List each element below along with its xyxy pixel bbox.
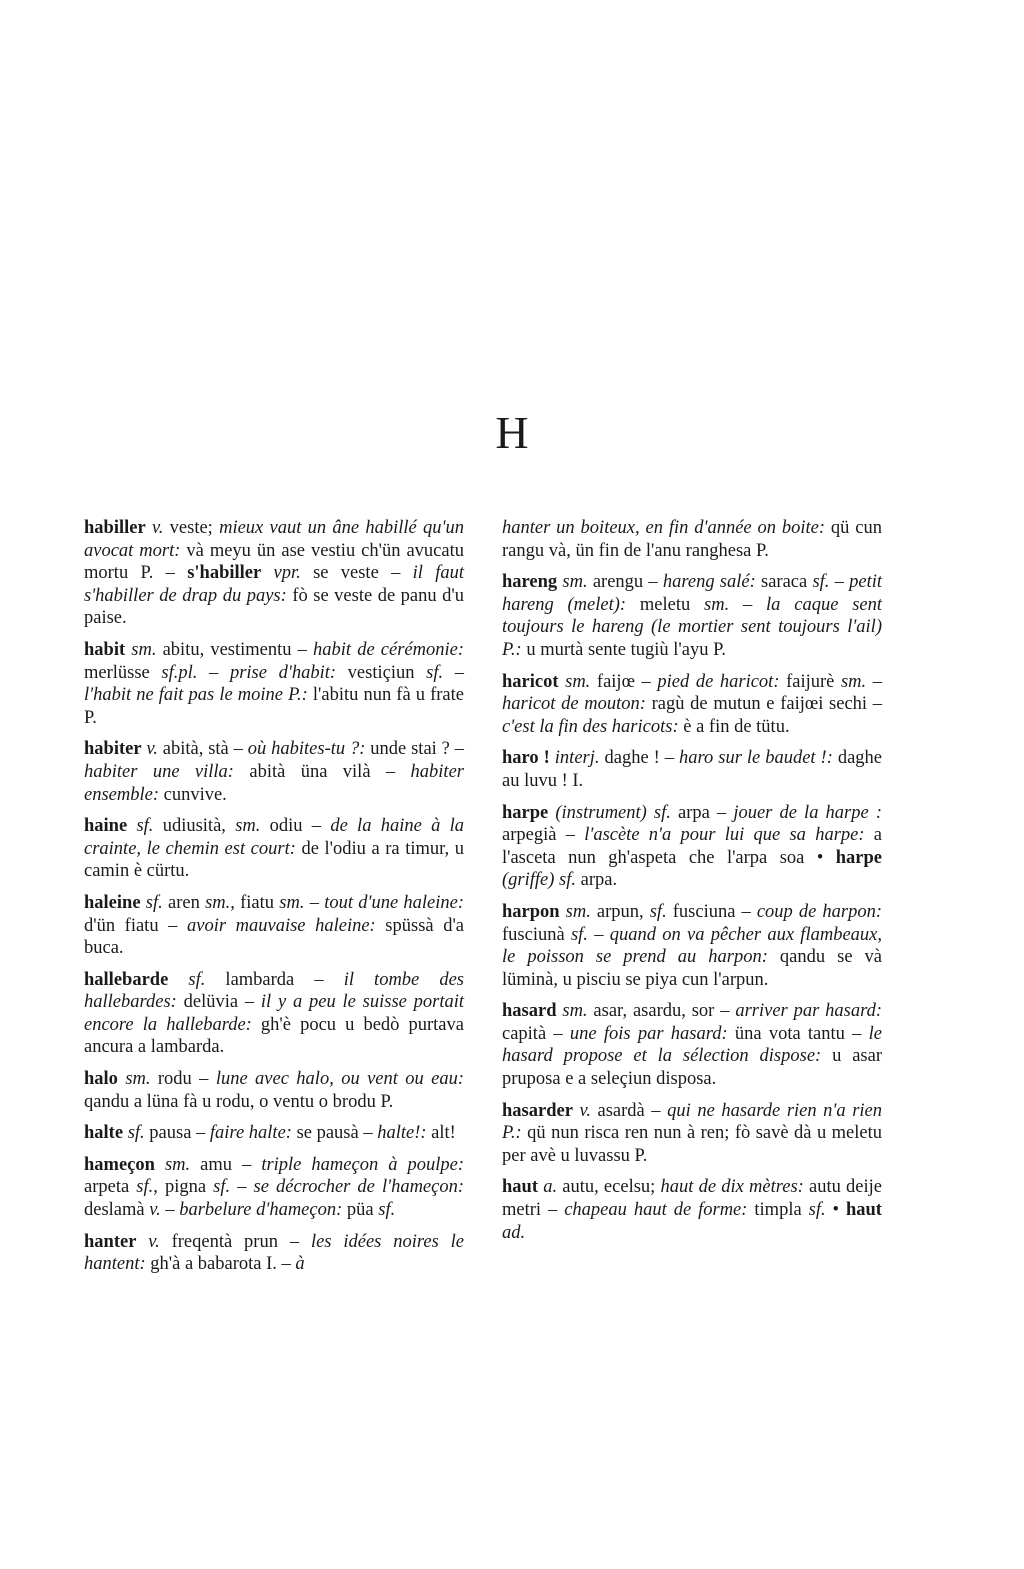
- example-phrase: haut de dix mètres:: [660, 1177, 804, 1198]
- dictionary-entry: [502, 1100, 882, 1168]
- headword: habiller: [84, 518, 146, 538]
- entry-text: [502, 571, 882, 661]
- headword: haro !: [502, 748, 550, 769]
- grammar-label: sm.: [562, 572, 588, 593]
- grammar-label: sm.: [279, 892, 305, 913]
- grammar-label: sm.: [235, 816, 261, 837]
- translation: fusciunà: [502, 924, 571, 945]
- headword: habiter: [84, 739, 142, 760]
- grammar-label: sm.: [164, 1154, 191, 1175]
- translation: u murtà sente tugiù l'ayu P.: [521, 639, 726, 660]
- translation: daghe au luvu ! I.: [502, 748, 883, 791]
- translation: merlüsse: [84, 662, 162, 683]
- dictionary-entry: [502, 1000, 882, 1090]
- grammar-label: sm.: [565, 671, 591, 692]
- grammar-label: sf.: [136, 816, 154, 837]
- example-phrase: l'ascète n'a pour lui que sa harpe:: [584, 825, 865, 846]
- translation: –: [443, 662, 465, 683]
- dictionary-entry: [84, 1154, 464, 1222]
- translation: è a fin de tütu.: [678, 716, 790, 737]
- translation: qandu se và lüminà, u pisciu se piya cun l'arpun.: [502, 947, 882, 990]
- translation: –: [230, 1177, 254, 1198]
- translation: abità, stà –: [157, 739, 248, 760]
- grammar-label: sf.: [145, 892, 163, 913]
- example-phrase: le hasard propose et la sélection dispose:: [502, 1023, 882, 1067]
- translation: [136, 1232, 148, 1252]
- entry-text: [84, 1231, 464, 1276]
- grammar-label: sf.: [649, 901, 667, 922]
- translation: pausa –: [144, 1123, 210, 1144]
- example-phrase: habit de cérémonie:: [313, 639, 465, 660]
- example-phrase: jouer de la harpe :: [733, 802, 882, 823]
- grammar-label: a.: [543, 1177, 558, 1198]
- right-column: [502, 517, 882, 1253]
- dictionary-entry: [502, 1176, 882, 1244]
- translation: ragù de mutun e faijœi sechi –: [645, 694, 882, 715]
- grammar-label: v.: [149, 1200, 161, 1221]
- translation: l'abitu nun fà u frate P.: [84, 685, 464, 728]
- entry-text: [502, 1000, 882, 1090]
- headword: harpe: [502, 802, 549, 823]
- page-letter-heading: H: [495, 407, 529, 458]
- translation: –: [304, 892, 325, 913]
- grammar-label: v.: [151, 518, 164, 538]
- entry-text: [84, 517, 464, 630]
- grammar-label: sm.: [562, 1001, 588, 1022]
- translation: udiusità,: [153, 816, 236, 837]
- headword: hanter: [84, 1231, 137, 1252]
- headword: haleine: [84, 892, 141, 913]
- dictionary-entry: [84, 892, 464, 960]
- translation: daghe ! –: [599, 748, 680, 769]
- example-phrase: coup de harpon:: [756, 901, 882, 922]
- dictionary-entry: [84, 639, 464, 729]
- grammar-label: v.: [148, 1231, 160, 1252]
- translation: u asar pruposa e a seleçiun disposa.: [502, 1046, 882, 1090]
- translation: lambarda –: [205, 969, 344, 990]
- headword: haut: [502, 1177, 538, 1198]
- dictionary-entry: [502, 671, 882, 739]
- dictionary-entry: [502, 571, 882, 661]
- example-phrase: la caque sent toujours le hareng (le mortier sent toujours l'ail) P.:: [502, 594, 882, 660]
- grammar-label: sf.: [136, 1177, 154, 1198]
- grammar-label: vpr.: [273, 563, 301, 584]
- translation: vestiçiun: [336, 662, 427, 683]
- translation: –: [729, 594, 767, 615]
- translation: arpun,: [590, 901, 650, 922]
- translation: asar, asardu, sor –: [587, 1001, 736, 1022]
- example-phrase: qui ne hasarde rien n'a rien P.:: [502, 1100, 882, 1144]
- headword: hasarder: [502, 1100, 573, 1121]
- entry-text: [84, 1068, 464, 1113]
- example-phrase: il faut s'habiller de drap du pays:: [84, 563, 464, 606]
- headword: hameçon: [84, 1154, 155, 1175]
- example-phrase: prise d'habit:: [229, 662, 337, 683]
- translation: gh'à a babarota I. –: [145, 1254, 296, 1275]
- translation: arpa.: [576, 870, 618, 891]
- translation: autu deije metri –: [502, 1177, 883, 1221]
- translation: de l'odiu a ra timur, u camin è cürtu.: [84, 838, 464, 882]
- translation: qandu a lüna fà u rodu, o ventu o brodu P.: [84, 1091, 394, 1112]
- example-phrase: habiter une villa:: [84, 761, 234, 782]
- translation: arpa –: [670, 802, 734, 823]
- translation: aren: [162, 892, 206, 913]
- example-phrase: quand on va pêcher aux flambeaux, le poisson se prend au harpon:: [502, 924, 882, 968]
- translation: arengu –: [587, 572, 663, 593]
- example-phrase: hanter un boiteux, en fin d'année on boite:: [502, 518, 826, 538]
- entry-text: [502, 517, 882, 562]
- translation: –: [197, 662, 230, 683]
- example-phrase: lune avec halo, ou vent ou eau:: [215, 1069, 465, 1090]
- grammar-label: sf.pl.: [161, 662, 198, 683]
- translation: fusciuna –: [666, 901, 757, 922]
- entry-text: [84, 738, 464, 806]
- dictionary-entry: [84, 1068, 464, 1113]
- example-phrase: il tombe des hallebardes:: [84, 969, 465, 1013]
- translation: spüssà d'a buca.: [84, 915, 464, 959]
- example-phrase: mieux vaut un âne habillé qu'un avocat mort:: [84, 518, 464, 561]
- dictionary-entry: [502, 901, 882, 991]
- example-phrase: l'habit ne fait pas le moine P.:: [84, 685, 308, 706]
- translation: amu –: [190, 1154, 262, 1175]
- headword: halo: [84, 1069, 118, 1090]
- example-phrase: à: [295, 1254, 305, 1275]
- entry-text: [84, 969, 464, 1059]
- headword: hasard: [502, 1001, 557, 1022]
- translation: •: [825, 1200, 846, 1221]
- dictionary-entry: [84, 969, 464, 1059]
- grammar-label: sm.: [131, 639, 157, 660]
- translation: và meyu ün ase vestiu ch'ün avucatu mortu P. –: [84, 540, 464, 584]
- headword: harpe: [835, 847, 882, 868]
- entry-text: [502, 901, 882, 991]
- translation: meletu: [626, 594, 705, 615]
- translation: üna vota tantu –: [727, 1023, 869, 1044]
- translation: delüvia –: [176, 992, 261, 1013]
- example-phrase: où habites-tu ?:: [247, 739, 366, 760]
- example-phrase: pied de haricot:: [657, 671, 780, 692]
- grammar-label: v.: [146, 739, 158, 760]
- entry-text: [502, 1100, 882, 1168]
- grammar-label: sf.: [213, 1177, 231, 1198]
- headword: hareng: [502, 572, 558, 593]
- grammar-label: sm.: [125, 1069, 151, 1090]
- translation: , pigna: [153, 1177, 214, 1198]
- dictionary-entry: [84, 1122, 464, 1145]
- left-column: [84, 517, 464, 1285]
- example-phrase: une fois par hasard:: [569, 1023, 728, 1044]
- example-phrase: petit hareng (melet):: [502, 572, 882, 615]
- translation: –: [866, 671, 883, 692]
- translation: capità –: [502, 1023, 570, 1044]
- grammar-label: sm.: [704, 594, 730, 615]
- translation: timpla: [747, 1200, 809, 1221]
- grammar-label: sf.: [127, 1123, 145, 1144]
- example-phrase: faire halte:: [209, 1123, 292, 1144]
- translation: veste;: [163, 518, 220, 538]
- entry-text: [84, 815, 464, 883]
- dictionary-entry-continuation: [502, 517, 882, 562]
- translation: faijœ –: [590, 671, 658, 692]
- example-phrase: se décrocher de l'hameçon:: [253, 1177, 465, 1198]
- grammar-label: interj.: [554, 748, 600, 769]
- translation: abitu, vestimentu –: [156, 639, 314, 660]
- headword: haine: [84, 816, 128, 837]
- translation: se veste –: [300, 563, 413, 584]
- entry-text: [84, 892, 464, 960]
- translation: gh'è pocu u bedò purtava ancura a lambarda.: [84, 1014, 464, 1058]
- example-phrase: tout d'une haleine:: [324, 892, 465, 913]
- translation: abità üna vilà –: [233, 761, 411, 782]
- headword: halte: [84, 1123, 124, 1144]
- grammar-label: sf.: [426, 662, 444, 683]
- example-phrase: avoir mauvaise haleine:: [187, 915, 376, 936]
- example-phrase: de la haine à la crainte, le chemin est court:: [84, 816, 465, 859]
- translation: arpeta: [84, 1177, 137, 1198]
- translation: unde stai ? –: [365, 739, 464, 760]
- headword: hallebarde: [84, 969, 169, 990]
- entry-text: [84, 1154, 464, 1222]
- grammar-label: (instrument) sf.: [555, 802, 671, 823]
- grammar-label: sm.: [565, 901, 591, 922]
- example-phrase: haro sur le baudet !:: [679, 748, 833, 769]
- example-phrase: chapeau haut de forme:: [564, 1200, 748, 1221]
- dictionary-entry: [84, 738, 464, 806]
- translation: [168, 970, 188, 990]
- example-phrase: hareng salé:: [662, 572, 756, 593]
- translation: rodu –: [150, 1069, 216, 1090]
- translation: arpegià –: [502, 825, 585, 846]
- dictionary-entry: [502, 747, 882, 792]
- grammar-label: sf.: [808, 1200, 826, 1221]
- entry-text: [502, 1176, 882, 1244]
- translation: saraca: [755, 572, 813, 593]
- grammar-label: sf.: [378, 1200, 396, 1221]
- dictionary-entry: [502, 802, 882, 892]
- grammar-label: sf.: [812, 572, 830, 593]
- example-phrase: habiter ensemble:: [84, 761, 464, 805]
- entry-text: [502, 747, 882, 792]
- translation: alt!: [426, 1123, 456, 1144]
- translation: odiu –: [260, 816, 331, 837]
- grammar-label: v.: [579, 1100, 591, 1121]
- example-phrase: c'est la fin des haricots:: [502, 716, 679, 737]
- dictionary-entry: [84, 1231, 464, 1276]
- grammar-label: sm.: [840, 671, 867, 692]
- translation: se pausà –: [291, 1123, 378, 1144]
- grammar-label: sm.: [205, 892, 231, 913]
- entry-text: [502, 802, 882, 892]
- example-phrase: triple hameçon à poulpe:: [261, 1154, 465, 1175]
- translation: püa: [342, 1200, 379, 1221]
- translation: [261, 563, 273, 583]
- headword: harpon: [502, 901, 560, 922]
- entry-text: [84, 639, 464, 729]
- translation: cunvive.: [159, 784, 227, 805]
- translation: •: [816, 847, 836, 868]
- translation: –: [160, 1200, 180, 1221]
- translation: autu, ecelsu;: [557, 1177, 661, 1198]
- translation: –: [587, 924, 610, 945]
- translation: fò se veste de panu d'u paise.: [84, 585, 464, 629]
- grammar-label: sf.: [188, 969, 206, 990]
- grammar-label: ad.: [502, 1222, 526, 1243]
- translation: qü nun risca ren nun à ren; fò savè dà u meletu per avè u luvassu P.: [502, 1123, 882, 1166]
- translation: faijurè: [779, 671, 841, 692]
- entry-text: [84, 1122, 464, 1145]
- dictionary-entry: [84, 815, 464, 883]
- headword: s'habiller: [187, 563, 262, 584]
- example-phrase: barbelure d'hameçon:: [179, 1200, 343, 1221]
- example-phrase: halte!:: [377, 1123, 427, 1144]
- translation: asardà –: [590, 1100, 668, 1121]
- translation: , fiatu: [230, 892, 280, 913]
- translation: –: [829, 572, 850, 593]
- example-phrase: haricot de mouton:: [502, 694, 646, 715]
- translation: d'ün fiatu –: [84, 915, 187, 936]
- translation: freqentà prun –: [159, 1231, 311, 1252]
- grammar-label: sf.: [570, 924, 588, 945]
- headword: habit: [84, 639, 126, 660]
- example-phrase: il y a peu le suisse portait encore la hallebarde:: [84, 992, 465, 1035]
- translation: [155, 1155, 165, 1175]
- headword: haricot: [502, 671, 559, 692]
- translation: deslamà: [84, 1200, 150, 1221]
- grammar-label: (griffe) sf.: [502, 870, 576, 891]
- dictionary-entry: [84, 517, 464, 630]
- example-phrase: les idées noires le hantent:: [84, 1231, 464, 1275]
- headword: haut: [845, 1200, 882, 1221]
- translation: a l'asceta nun gh'aspeta che l'arpa soa: [502, 825, 883, 868]
- example-phrase: arriver par hasard:: [735, 1001, 883, 1022]
- entry-text: [502, 671, 882, 739]
- translation: qü cun rangu và, ün fin de l'anu ranghesa P.: [502, 518, 882, 561]
